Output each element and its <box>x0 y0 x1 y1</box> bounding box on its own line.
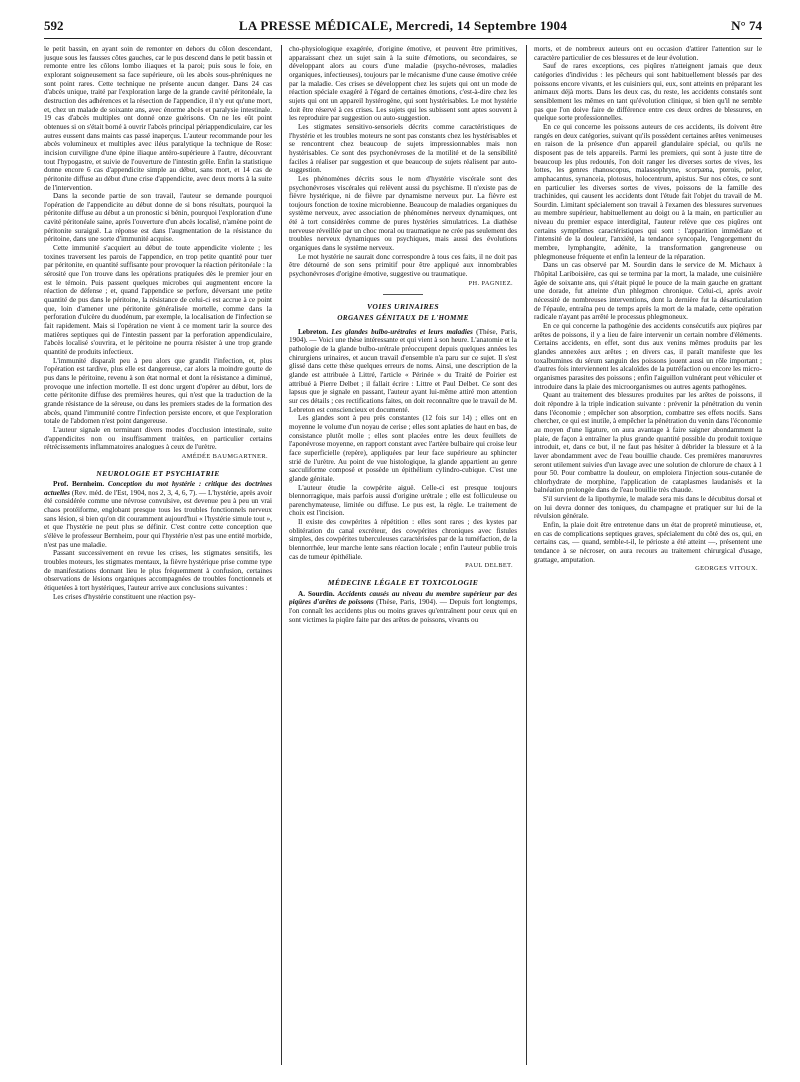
section-heading: NEUROLOGIE ET PSYCHIATRIE <box>96 468 220 478</box>
review-text: (Thèse, Paris, 1904). — Depuis fort longtemps, l'on connaît les accidents plus ou moins graves qu'entraînent pour ceux qui en sont victimes la piqûre faite par des arêtes de poissons, vivants ou <box>289 598 517 624</box>
paragraph: En ce qui concerne les poissons auteurs de ces accidents, ils doivent être rangés en deux catégories, suivant qu'ils possèdent certaines arêtes venimeuses en raison de la présence d'un appareil glandulaire spécial, ou qu'ils ne disposent pas de tels appareils. Parmi les premiers, qui sont à juste titre de beaucoup les plus redoutés, l'on doit ranger les diverses sortes de vives, les lottes, les genres rhanoscopus, malassophryne, scorpæna, pterois, pelor, amphacantus, synanceia, plotosus, holocentrum, apistus. Sur nos côtes, ce sont en particulier les diverses sortes de vives, poissons de la famille des trachinides, qui causent les accidents dont l'étude fait l'objet du travail de M. Sourdin. Limitant spécialement son travail à l'examen des blessures survenues au membre supérieur, habituellement au doigt ou à la main, en particulier au niveau du premier espace interdigital, l'auteur relève que ces piqûres ont certains symptômes caractéristiques qui sont : l'apparition immédiate et l'intensité de la douleur, l'anxiété, la tendance syncopale, l'engorgement du membre, lymphangite, adénite, la transformation gangreneuse ou phlegmoneuse fréquente et enfin la lenteur de la réparation. <box>534 122 762 261</box>
page-number: 592 <box>44 18 64 33</box>
paragraph: cho-physiologique exagérée, d'origine émotive, et peuvent être primitives, apparaissant chez un sujet sain à la suite d'émotions, ou secondaires, se développant alors au cours d'une maladie (psycho-névroses, maladies organiques, infectieuses), toujours par le mécanisme d'une cause émotive créée par la maladie. Ces crises se développent chez les sujets qui ont un mode de réaction spéciale exagéré à l'égard de certaines émotions, c'est-à-dire chez les sujets qui ont un appareil hystérogène, qui sont hystérisables. Le mot hystérie doit être réservé à ces crises. Les sujets qui les subissent sont aptes souvent à les reproduire par suggestion ou auto-suggestion. <box>289 45 517 123</box>
paragraph: L'auteur étudie la cowpérite aiguë. Celle-ci est presque toujours blennorragique, mais parfois aussi d'origine urétrale ; elle est folliculeuse ou parenchymateuse, limitée ou diffuse. Le pus est, la règle. Le traitement de choix est l'incision. <box>289 483 517 518</box>
section-heading: MÉDECINE LÉGALE ET TOXICOLOGIE <box>327 578 479 588</box>
review-entry <box>44 480 272 549</box>
paragraph: Le mot hystérie ne saurait donc correspondre à tous ces faits, il ne doit pas être détourné de son sens primitif pour être appliqué aux innombrables psychonévroses d'origine émotive, suggestive ou traumatique. <box>289 252 517 279</box>
paragraph: L'auteur signale en terminant divers modes d'occlusion intestinale, suite d'appendicites non ou insuffisamment traitées, en particulier certains rétrécissements inflammatoires analogues à ceux de l'urètre. <box>44 425 272 452</box>
paragraph: Enfin, la plaie doit être entretenue dans un état de propreté minutieuse, et, en cas de complications septiques graves, spécialement du côté des os, qui, en certains cas, — quand, semble-t-il, le périoste a été atteint —, présentent une tendance à se nécroser, on aura recours au traitement chirurgical d'usage, grattage, amputation. <box>534 521 762 564</box>
separator-rule <box>383 294 423 295</box>
paragraph: Dans un cas observé par M. Sourdin dans le service de M. Michaux à l'hôpital Lariboisière, cas qui se termina par la mort, la malade, une cuisinière âgée de soixante ans, qui s'était piqué le pouce de la main gauche en grattant une dorade, fut atteinte d'un phlegmon chronique. Celui-ci, après avoir nécessité de nombreuses interventions, dont la dernière fut la désarticulation de l'épaule, entraîna peu de temps après la mort de la malade, cette opération radicale n'ayant pas arrêté le processus phlegmoneux. <box>534 261 762 322</box>
review-author: Prof. Bernheim. <box>53 480 105 489</box>
journal-title: LA PRESSE MÉDICALE, Mercredi, 14 Septembre 1904 <box>238 18 568 33</box>
paragraph: Sauf de rares exceptions, ces piqûres n'atteignent jamais que deux catégories d'individus : les pêcheurs qui sont habituellement blessés par des poissons encore vivants, et les cuisiniers qui, eux, sont atteints en préparant les animaux déjà morts. Dans les deux cas, du reste, les accidents constatés sont sensiblement les mêmes en tant qu'évolution clinique, si bien qu'il ne semble pas que l'on doive faire de différence entre ces deux ordres de blessures, en quelque sorte professionnelles. <box>534 62 762 123</box>
subsection-heading: ORGANES GÉNITAUX DE L'HOMME <box>337 314 469 323</box>
header-rule <box>44 38 762 39</box>
paragraph: Il existe des cowpérites à répétition : elles sont rares ; des kystes par oblitération du canal excréteur, des cowpérites chroniques avec fistules simples, des cowpérites tuberculeuses caractérisées par de la tuméfaction, de la blennorrhée, leur marche lente sans réaction locale ; enfin l'auteur publie trois cas de tumeur épithéliale. <box>289 518 517 561</box>
review-title: Les glandes bulbo-urétrales et leurs maladies <box>331 327 473 336</box>
column-right <box>534 45 762 1073</box>
issue-number: N° 74 <box>731 18 762 33</box>
paragraph: L'immunité disparaît peu à peu alors que grandit l'infection, et, plus l'opération est tardive, plus elle est dangereuse, car alors la moindre goutte de pus dans le péritoine, revenu à son état normal et dont la résistance a diminué, provoque une infection mortelle. Il est donc urgent d'opérer au début, lors de cette péritonite diffuse des premières heures, qui n'est que la traduction de la grande résistance de la séreuse, ou dans les premiers stades de la formation des abcès, quand l'immunité contre l'infection persiste encore, et que l'exploration totale de l'abdomen n'est point dangereuse. <box>44 356 272 426</box>
author-signature: PAUL DELBET. <box>465 562 513 570</box>
review-entry <box>289 590 517 625</box>
paragraph: Quant au traitement des blessures produites par les arêtes de poissons, il doit répondre à la triple indication suivante : prévenir la pénétration du venin dans l'économie ; empêcher son absorption, combattre ses effets nocifs. Sans chercher, ce qui est inutile, à empêcher la pénétration du venin dans l'économie au moyen d'une ligature, on aura avantage à faire saigner abondamment la plaie, de façon à entraîner la plus grande quantité possible du produit toxique introduit, et, dans ce but, il ne faut pas hésiter à débrider la blessure et à la laver abondamment avec de l'eau bouillie chaude. Ces premières manœuvres seront utilement suivies d'un lavage avec une solution de chlorure de chaux à 1 pour 50. Pour combattre la douleur, on emploiera l'injection sous-cutanée de chlorhydrate de morphine, l'application de cataplasmes laudanisés et la balnéation prolongée dans de l'eau bouillie très chaude. <box>534 391 762 495</box>
paragraph: Les phénomènes décrits sous le nom d'hystérie viscérale sont des psychonévroses viscérales qui relèvent aussi du psychisme. Il n'existe pas de fièvre hystérique, ni de fièvre par dynamisme nerveux pur. La fièvre est toujours fonction de toxine microbienne. Beaucoup de maladies organiques du système nerveux, avec association de phénomènes nerveux dynamiques, ont été à tort considérées comme de pures hystéries simulatrices. La diathèse nerveuse réveillée par un choc moral ou traumatique ne crée pas seulement des troubles nerveux dynamiques ou psychiques, mais aussi des évolutions organiques dans le système nerveux. <box>289 174 517 253</box>
paragraph: Les crises d'hystérie constituent une réaction psy- <box>53 592 196 601</box>
author-signature: PH. PAGNIEZ. <box>468 279 513 287</box>
review-author: Lebreton. <box>298 327 329 336</box>
review-author: A. Sourdin. <box>298 589 335 598</box>
review-text: (Rev. méd. de l'Est, 1904, nos 2, 3, 4, 6, 7). — L'hystérie, après avoir été considérée comme une névrose convulsive, est devenue peu à peu un vrai chaos protéiforme, englobant presque tous les troubles fonctionnels nerveux sans lésion, si bien qu'on dit couramment aujourd'hui « l'hystérie simule tout », et que l'hystérie ne peut plus se définir. C'est contre cette conception que s'élève le professeur Bernheim, pour qui l'hystérie n'est pas une entité morbide, n'est pas une maladie. <box>44 488 272 549</box>
review-entry <box>289 328 517 415</box>
paragraph: Passant successivement en revue les crises, les stigmates sensitifs, les troubles moteurs, les stigmates mentaux, la fièvre hystérique prise comme type de manifestations donnant lieu le plus fréquemment à confusion, certaines observations de lésions organiques accompagnées de troubles fonctionnels et étiquetées à tort hystériques, l'auteur arrive aux conclusions suivantes : <box>44 549 272 593</box>
paragraph: En ce qui concerne la pathogénie des accidents consécutifs aux piqûres par arêtes de poissons, il y a lieu de faire intervenir un certain nombre d'éléments. Certains accidents, en effet, sont dus aux venins mêmes produits par les glandes annexées aux arêtes ; en divers cas, il paraît manifeste que les toxalbumines du sérum sanguin des poissons jouent aussi un rôle important ; d'autres fois interviennent les alcaloïdes de la putréfaction ou encore les micro-organismes parasites des poissons ; enfin l'aiguillon vulnérant peut véhiculer et introduire dans la plaie des microorganismes ou autres agents pathogènes. <box>534 322 762 391</box>
section-heading: VOIES URINAIRES <box>366 302 440 312</box>
author-signature: AMÉDÉE BAUMGARTNER. <box>181 452 268 460</box>
column-rule <box>526 45 527 1065</box>
paragraph: le petit bassin, en ayant soin de remonter en dehors du côlon descendant, jusque sous les fausses côtes gauches, car le pus descend dans le petit bassin et remonte entre les côlons lombo iliaques et la paroi; puis sous le foie, en explorant soigneusement sa face supérieure, où les abcès sous-phréniques ne sont point rares. Cette technique ne présente aucun danger. Dans 24 cas d'abcès unique, traité par l'exploration large de la grande cavité péritonéale, la destruction des adhérences et la résection de l'appendice, il n'y eut qu'une mort, et, chez un malade de soixante ans, avec énorme abcès et paralysie intestinale. 19 cas d'abcès multiples ont donné onze guérisons. On ne les eût point obtenues si on s'était borné à ouvrir l'abcès principal périappendiculaire, car les autres eussent dans maints cas passé inaperçus. L'auteur recommande pour les abcès volumineux et multiples avec iléus paralytique la technique de Rose: incision curviligne d'une épine iliaque antéro-supérieure à l'autre, découvrant tout l'hypogastre, et suivie de l'ouverture de l'intestin grêle. Enfin la statistique donne encore 6 cas d'appendicite simple au début, sans mort, et 14 cas de péritonite diffuse au début d'une crise d'appendicite, avec deux morts à la suite de l'intervention. <box>44 45 272 192</box>
review-text: (Thèse, Paris, 1904). — Voici une thèse intéressante et qui vient à son heure. L'anatomie et la pathologie de la glande bulbo-urétrale préoccupent depuis quelques années les chirurgiens urinaires, et aucun travail d'ensemble n'a paru sur ce sujet. Il s'est glissé dans cette thèse quelques erreurs de noms. Ainsi, une description de la glande est attribuée à Littré, l'article « Périnée » du Traité de Poirier est attribué à Pierre Delbet ; il fallait écrire : Littre et Paul Delbet. Ce sont des lapsus que je signale en passant, l'auteur ayant lui-même attiré mon attention sur ces détails ; ces rectifications faites, on doit reconnaître que le travail de M. Lebreton est consciencieux et documenté. <box>289 327 517 414</box>
paragraph: Les glandes sont à peu près constantes (12 fois sur 14) ; elles ont en moyenne le volume d'un noyau de cerise ; elles sont aplaties de haut en bas, de consistance plutôt molle ; elles sont placées entre les deux feuillets de l'aponévrose moyenne, en rapport constant avec l'artère bulbaire qui croise leur face superficielle (repère), appliquées par leur face supérieure au sphincter strié de l'urètre. Au point de vue histologique, la glande appartient au genre sacculiforme composé et possède un épithélium cylindro-cubique. C'est une glande génitale. <box>289 414 517 483</box>
paragraph: Cette immunité s'acquiert au début de toute appendicite violente ; les toxines traversent les parois de l'appendice, en trop petite quantité pour tuer par péritonite, en quantité suffisante pour provoquer la réaction péritonéale : la sérosité que l'on trouve dans les opérations pratiquées dès le premier jour en est le témoin. Puis passent quelques microbes qui augmentent encore la réaction de défense ; et, quand l'appendice se perfore, déversant une petite quantité de pus dans le péritoine, la résistance de celui-ci est accrue à ce point que, loin d'amener une péritonite généralisée mortelle, comme dans la perforation d'ulcère du duodénum, par exemple, la localisation de l'infection se fait rapidement. Mais si l'opération ne vient à ce moment tarir la source des matières septiques qui de l'intestin passent par la perforation appendiculaire, l'abcès localisé s'ouvrira, et le péritoine ne pourra résister à une trop grande quantité de produits infectieux. <box>44 244 272 356</box>
column-middle <box>289 45 517 1073</box>
paragraph: S'il survient de la lipothymie, le malade sera mis dans le décubitus dorsal et on lui devra donner des toniques, du champagne et pratiquer sur lui de la révulsion générale. <box>534 495 762 521</box>
paragraph: morts, et de nombreux auteurs ont eu occasion d'attirer l'attention sur le caractère particulier de ces blessures et de leur évolution. <box>534 45 762 62</box>
paragraph: Les stigmates sensitivo-sensoriels décrits comme caractéristiques de l'hystérie et les troubles moteurs ne sont pas constants chez les hystérisables et se rencontrent chez beaucoup de sujets impressionnables mais non hystérisables. Ce sont des psychonévroses de la motilité et de la sensibilité faciles à réaliser par suggestion et que beaucoup de sujets réalisent par auto-suggestion. <box>289 122 517 175</box>
review-title: Accidents causés au niveau du membre supérieur par des piqûres d'arêtes de poissons <box>289 589 517 607</box>
column-left <box>44 45 272 1073</box>
page-header <box>44 16 762 40</box>
review-title: Conception du mot hystérie : critique des doctrines actuelles <box>44 480 272 497</box>
paragraph: Dans la seconde partie de son travail, l'auteur se demande pourquoi l'opération de l'appendicite au début donne de si bons résultats, pourquoi la péritonite diffuse au début a un pronostic si bénin, pourquoi l'exploration d'une cavité péritonéale saine, après l'ouverture d'un abcès localisé, n'amène point de péritonite suraiguë. La réponse est dans l'augmentation de la résistance du péritoine, dans une sorte d'immunité acquise. <box>44 192 272 244</box>
author-signature: GEORGES VITOUX. <box>695 565 758 573</box>
column-rule <box>281 45 282 1065</box>
